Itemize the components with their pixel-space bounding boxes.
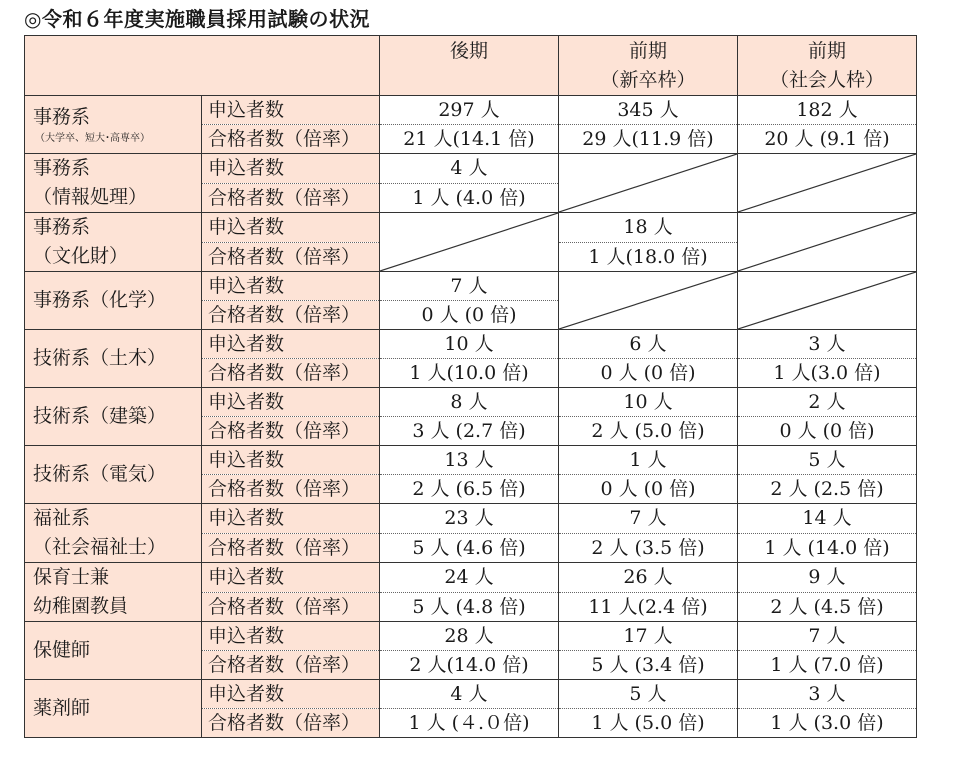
not-applicable-cell	[738, 213, 917, 272]
passed-ratio-label: 合格者数（倍率）	[202, 183, 380, 213]
applicants-value: 4 人	[380, 154, 559, 184]
passed-ratio-label: 合格者数（倍率）	[202, 709, 380, 738]
applicants-value: 345 人	[559, 96, 738, 125]
not-applicable-cell	[738, 154, 917, 213]
applicants-value: 18 人	[559, 213, 738, 243]
table-row	[25, 330, 917, 359]
category-cell	[25, 563, 202, 622]
applicants-label: 申込者数	[202, 563, 380, 593]
applicants-label: 申込者数	[202, 504, 380, 534]
applicants-value: 3 人	[738, 680, 917, 709]
header-early-mid-career: 前期 （社会人枠）	[738, 36, 917, 96]
passed-ratio-label: 合格者数（倍率）	[202, 359, 380, 388]
passed-value: 5 人 (3.4 倍)	[559, 651, 738, 680]
category-label: 技術系（建築）	[33, 405, 167, 427]
applicants-value: 14 人	[738, 504, 917, 534]
passed-ratio-label: 合格者数（倍率）	[202, 417, 380, 446]
applicants-value: 6 人	[559, 330, 738, 359]
applicants-value: 1 人	[559, 446, 738, 475]
passed-value: 2 人 (4.5 倍)	[738, 592, 917, 622]
diagonal-line	[738, 213, 916, 271]
table-row	[25, 154, 917, 184]
applicants-label: 申込者数	[202, 330, 380, 359]
not-applicable-cell	[738, 272, 917, 330]
passed-value: 1 人 (4.0 倍)	[380, 183, 559, 213]
header-row	[25, 36, 917, 96]
diagonal-line	[738, 154, 916, 212]
applicants-value: 7 人	[380, 272, 559, 301]
table-row	[25, 213, 917, 243]
applicants-value: 4 人	[380, 680, 559, 709]
applicants-label: 申込者数	[202, 272, 380, 301]
table-row	[25, 504, 917, 534]
passed-value: 1 人 (４.０倍)	[380, 709, 559, 738]
passed-value: 2 人 (6.5 倍)	[380, 475, 559, 504]
applicants-label: 申込者数	[202, 154, 380, 184]
category-cell	[25, 388, 202, 446]
passed-ratio-label: 合格者数（倍率）	[202, 301, 380, 330]
passed-value: 2 人(14.0 倍)	[380, 651, 559, 680]
applicants-value: 17 人	[559, 622, 738, 651]
passed-value: 1 人(18.0 倍)	[559, 242, 738, 272]
passed-value: 2 人 (5.0 倍)	[559, 417, 738, 446]
passed-value: 2 人 (2.5 倍)	[738, 475, 917, 504]
passed-value: 5 人 (4.6 倍)	[380, 533, 559, 563]
passed-value: 1 人 (3.0 倍)	[738, 709, 917, 738]
applicants-value: 28 人	[380, 622, 559, 651]
category-cell	[25, 330, 202, 388]
passed-value: 1 人(10.0 倍)	[380, 359, 559, 388]
table-row	[25, 388, 917, 417]
diagonal-line	[380, 213, 558, 271]
applicants-value: 23 人	[380, 504, 559, 534]
applicants-label: 申込者数	[202, 388, 380, 417]
header-blank-cell	[25, 36, 380, 96]
applicants-value: 5 人	[559, 680, 738, 709]
page-title: ◎令和６年度実施職員採用試験の状況	[24, 7, 370, 31]
header-early-new-graduate: 前期 （新卒枠）	[559, 36, 738, 96]
category-cell	[25, 680, 202, 738]
category-label: 保健師	[33, 639, 91, 661]
passed-value: 29 人(11.9 倍)	[559, 125, 738, 154]
applicants-value: 13 人	[380, 446, 559, 475]
passed-ratio-label: 合格者数（倍率）	[202, 242, 380, 272]
category-label: 福祉系 （社会福祉士）	[33, 507, 167, 558]
category-cell	[25, 154, 202, 213]
diagonal-line	[738, 272, 916, 329]
applicants-value: 182 人	[738, 96, 917, 125]
applicants-value: 297 人	[380, 96, 559, 125]
category-label: 薬剤師	[33, 697, 91, 719]
applicants-label: 申込者数	[202, 622, 380, 651]
passed-value: 11 人(2.4 倍)	[559, 592, 738, 622]
table-row	[25, 446, 917, 475]
passed-value: 0 人 (0 倍)	[559, 475, 738, 504]
category-label: 事務系 （文化財）	[33, 216, 129, 267]
passed-ratio-label: 合格者数（倍率）	[202, 533, 380, 563]
passed-value: 1 人 (14.0 倍)	[738, 533, 917, 563]
recruitment-table	[24, 35, 917, 738]
table-row	[25, 680, 917, 709]
table-row	[25, 622, 917, 651]
passed-value: 0 人 (0 倍)	[380, 301, 559, 330]
applicants-value: 8 人	[380, 388, 559, 417]
category-label: 事務系 （情報処理）	[33, 157, 148, 208]
category-label: 技術系（土木）	[33, 347, 167, 369]
applicants-label: 申込者数	[202, 96, 380, 125]
category-label: 事務系	[33, 106, 91, 128]
category-label: 技術系（電気）	[33, 463, 167, 485]
passed-ratio-label: 合格者数（倍率）	[202, 651, 380, 680]
applicants-label: 申込者数	[202, 680, 380, 709]
passed-ratio-label: 合格者数（倍率）	[202, 125, 380, 154]
passed-value: 1 人 (5.0 倍)	[559, 709, 738, 738]
applicants-label: 申込者数	[202, 446, 380, 475]
passed-value: 5 人 (4.8 倍)	[380, 592, 559, 622]
applicants-label: 申込者数	[202, 213, 380, 243]
table-row	[25, 272, 917, 301]
category-cell	[25, 622, 202, 680]
not-applicable-cell	[380, 213, 559, 272]
passed-value: 1 人 (7.0 倍)	[738, 651, 917, 680]
passed-value: 3 人 (2.7 倍)	[380, 417, 559, 446]
header-later-term: 後期	[380, 36, 559, 96]
passed-value: 2 人 (3.5 倍)	[559, 533, 738, 563]
category-cell	[25, 96, 202, 154]
category-label: 事務系（化学）	[33, 289, 167, 311]
applicants-value: 9 人	[738, 563, 917, 593]
passed-value: 0 人 (0 倍)	[738, 417, 917, 446]
applicants-value: 10 人	[559, 388, 738, 417]
applicants-value: 5 人	[738, 446, 917, 475]
table-row	[25, 563, 917, 593]
category-label: 保育士兼 幼稚園教員	[33, 566, 129, 617]
passed-value: 21 人(14.1 倍)	[380, 125, 559, 154]
table-row	[25, 96, 917, 125]
category-cell	[25, 446, 202, 504]
applicants-value: 10 人	[380, 330, 559, 359]
diagonal-line	[559, 154, 737, 212]
passed-value: 20 人 (9.1 倍)	[738, 125, 917, 154]
passed-value: 1 人(3.0 倍)	[738, 359, 917, 388]
not-applicable-cell	[559, 272, 738, 330]
passed-ratio-label: 合格者数（倍率）	[202, 475, 380, 504]
passed-ratio-label: 合格者数（倍率）	[202, 592, 380, 622]
diagonal-line	[559, 272, 737, 329]
applicants-value: 24 人	[380, 563, 559, 593]
applicants-value: 3 人	[738, 330, 917, 359]
applicants-value: 26 人	[559, 563, 738, 593]
category-sublabel: （大学卒、短大･高専卒）	[35, 133, 150, 144]
applicants-value: 7 人	[559, 504, 738, 534]
applicants-value: 2 人	[738, 388, 917, 417]
category-cell	[25, 272, 202, 330]
applicants-value: 7 人	[738, 622, 917, 651]
not-applicable-cell	[559, 154, 738, 213]
category-cell	[25, 213, 202, 272]
category-cell	[25, 504, 202, 563]
passed-value: 0 人 (0 倍)	[559, 359, 738, 388]
